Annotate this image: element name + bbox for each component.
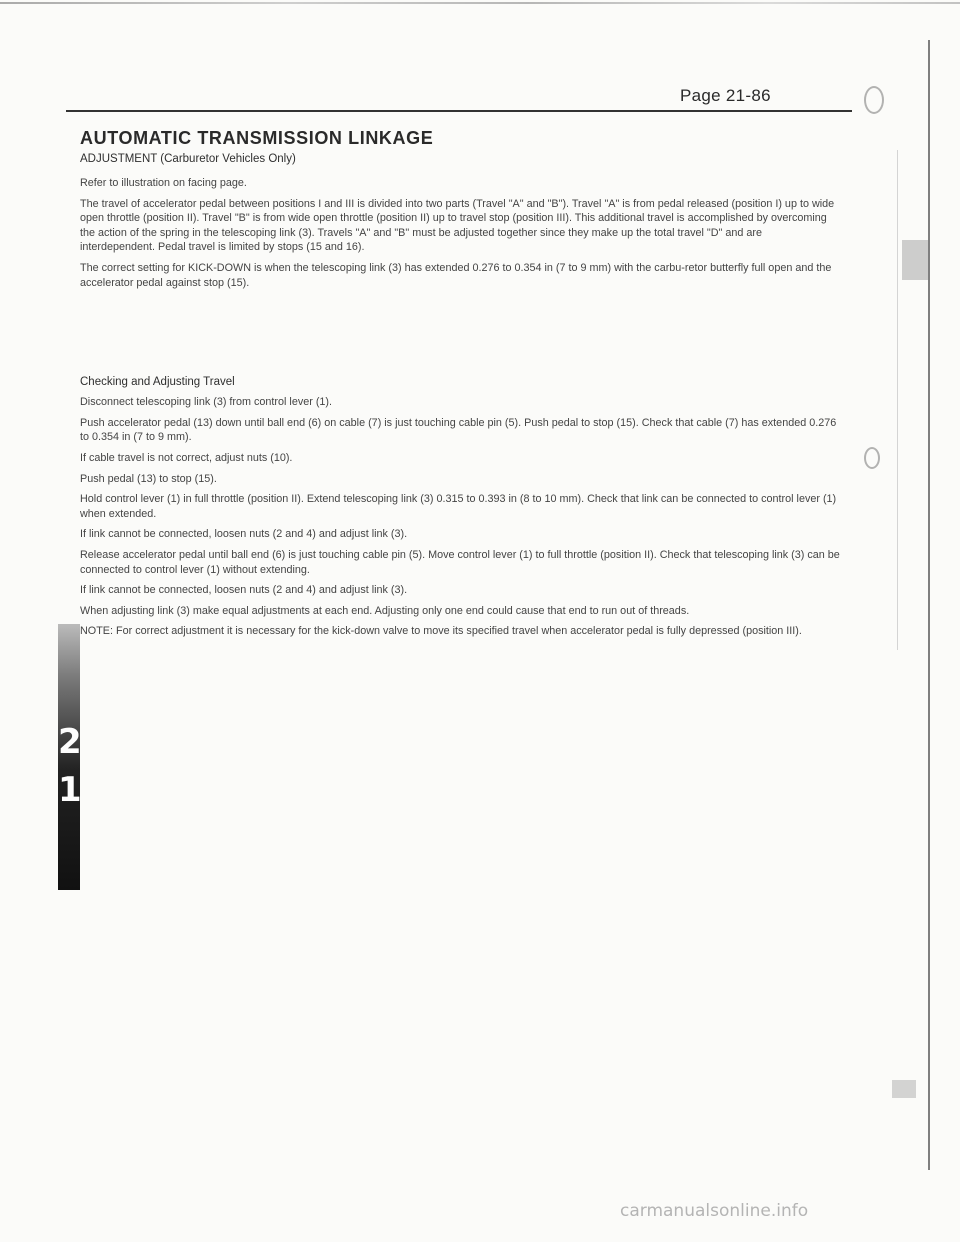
- note-label: NOTE:: [80, 625, 113, 638]
- page-content: [80, 127, 840, 645]
- step-paragraph: Push accelerator pedal (13) down until ball end (6) on cable (7) is just touching cable pin (5). Push pedal to stop (15). Check that cable (7) has extended 0.276 to 0.354 in (7 to 9 mm).: [80, 416, 837, 444]
- bleed-mark: [892, 1080, 916, 1098]
- illustration-gap: [80, 296, 840, 376]
- note-text: For correct adjustment it is necessary for the kick-down valve to move its specified travel when accelerator pedal is fully depressed (position III).: [116, 625, 802, 638]
- header-rule: [66, 110, 852, 112]
- scan-top-edge: [0, 2, 960, 4]
- punch-hole-middle: [864, 447, 880, 469]
- step-paragraph: If cable travel is not correct, adjust nuts (10).: [80, 451, 293, 464]
- note-paragraph: [80, 624, 840, 639]
- step-paragraph: Release accelerator pedal until ball end (6) is just touching cable pin (5). Move control lever (1) to full throttle (position II). Check that telescoping link (3) can be connected to control lever (1) without extending.: [80, 548, 840, 576]
- watermark: carmanualsonline.info: [620, 1201, 809, 1221]
- step-paragraph: Push pedal (13) to stop (15).: [80, 472, 217, 485]
- step-paragraph: When adjusting link (3) make equal adjustments at each end. Adjusting only one end could cause that end to run out of threads.: [80, 604, 690, 617]
- intro-paragraph: The correct setting for KICK-DOWN is when the telescoping link (3) has extended 0.276 to 0.354 in (7 to 9 mm) with the carbu-retor butterfly full open and the accelerator pedal against stop (15).: [80, 261, 832, 289]
- section-tab-digit: 2: [58, 722, 82, 762]
- bleed-mark: [902, 240, 928, 280]
- scan-faint-line: [897, 150, 898, 650]
- section-heading: Checking and Adjusting Travel: [80, 376, 235, 389]
- step-paragraph: Disconnect telescoping link (3) from control lever (1).: [80, 396, 333, 409]
- section-tab-digit: 1: [58, 770, 82, 810]
- page-number: Page 21-86: [680, 86, 771, 105]
- step-paragraph: If link cannot be connected, loosen nuts (2 and 4) and adjust link (3).: [80, 528, 408, 541]
- punch-hole-top: [864, 86, 884, 114]
- intro-paragraph: Refer to illustration on facing page.: [80, 177, 247, 189]
- step-paragraph: Hold control lever (1) in full throttle (position II). Extend telescoping link (3) 0.315 to 0.393 in (8 to 10 mm). Check that link can be connected to control lever (1) when extended.: [80, 493, 837, 520]
- step-paragraph: If link cannot be connected, loosen nuts (2 and 4) and adjust link (3).: [80, 584, 408, 597]
- page-subtitle: ADJUSTMENT (Carburetor Vehicles Only): [80, 153, 296, 165]
- page-title: AUTOMATIC TRANSMISSION LINKAGE: [80, 128, 434, 148]
- intro-paragraph: The travel of accelerator pedal between positions I and III is divided into two parts (Travel "A" and "B"). Travel "A" is from pedal released (position I) up to wide open throttle (position II). Travel "B" is from wide open throttle (position II) up to travel stop (position III). This additional travel is accomplished by overcoming the action of the spring in the telescoping link (3). Travels "A" and "B" must be adjusted together since they make up the total travel "D" and are interdependent. Pedal travel is limited by stops (15 and 16).: [80, 197, 835, 254]
- scan-binding-line: [928, 40, 930, 1170]
